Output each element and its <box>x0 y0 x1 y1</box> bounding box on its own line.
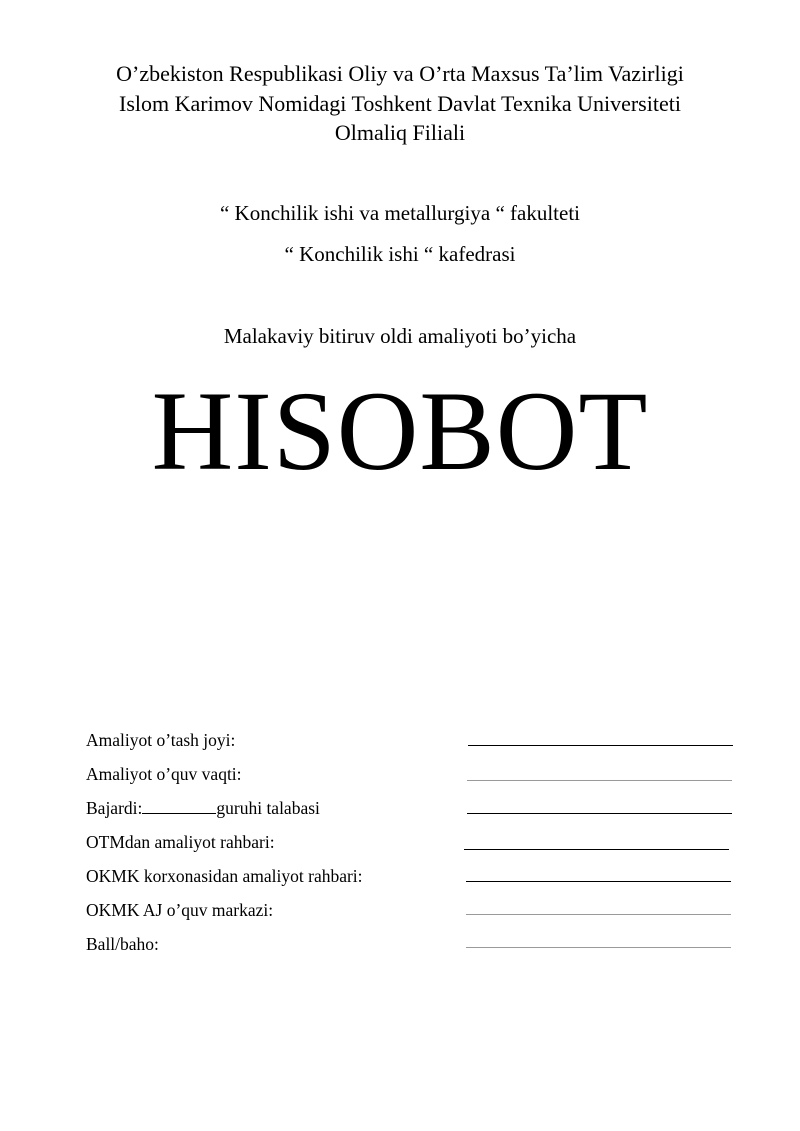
field-place-line[interactable] <box>468 745 733 746</box>
branch-line: Olmaliq Filiali <box>334 120 466 145</box>
field-training-center-label: OKMK AJ o’quv markazi: <box>86 900 274 920</box>
field-okmk-supervisor-line[interactable] <box>466 881 731 882</box>
field-period-label: Amaliyot o’quv vaqti: <box>86 764 242 784</box>
university-line: Islom Karimov Nomidagi Toshkent Davlat Texnika Universiteti <box>119 91 681 116</box>
intro-line: Malakaviy bitiruv oldi amaliyoti bo’yicha <box>223 324 577 348</box>
field-grade-line[interactable] <box>466 947 731 948</box>
department-line: “ Konchilik ishi “ kafedrasi <box>284 242 516 266</box>
field-period-line[interactable] <box>467 780 732 781</box>
field-place-label: Amaliyot o’tash joyi: <box>86 730 236 750</box>
faculty-line: “ Konchilik ishi va metallurgiya “ fakulteti <box>219 201 580 225</box>
done-by-suffix: guruhi talabasi <box>216 798 320 818</box>
group-blank[interactable] <box>142 799 216 814</box>
ministry-line: O’zbekiston Respublikasi Oliy va O’rta Maxsus Ta’lim Vazirligi <box>116 61 684 86</box>
field-training-center-line[interactable] <box>466 914 731 915</box>
field-grade-label: Ball/baho: <box>86 934 159 954</box>
done-by-prefix: Bajardi: <box>86 798 143 818</box>
field-done-by-line[interactable] <box>467 813 732 814</box>
field-otm-supervisor-line[interactable] <box>464 849 729 850</box>
field-done-by-label <box>86 797 320 819</box>
field-otm-supervisor-label: OTMdan amaliyot rahbari: <box>86 832 275 852</box>
report-title: HISOBOT <box>151 369 649 494</box>
field-okmk-supervisor-label: OKMK korxonasidan amaliyot rahbari: <box>86 866 363 886</box>
